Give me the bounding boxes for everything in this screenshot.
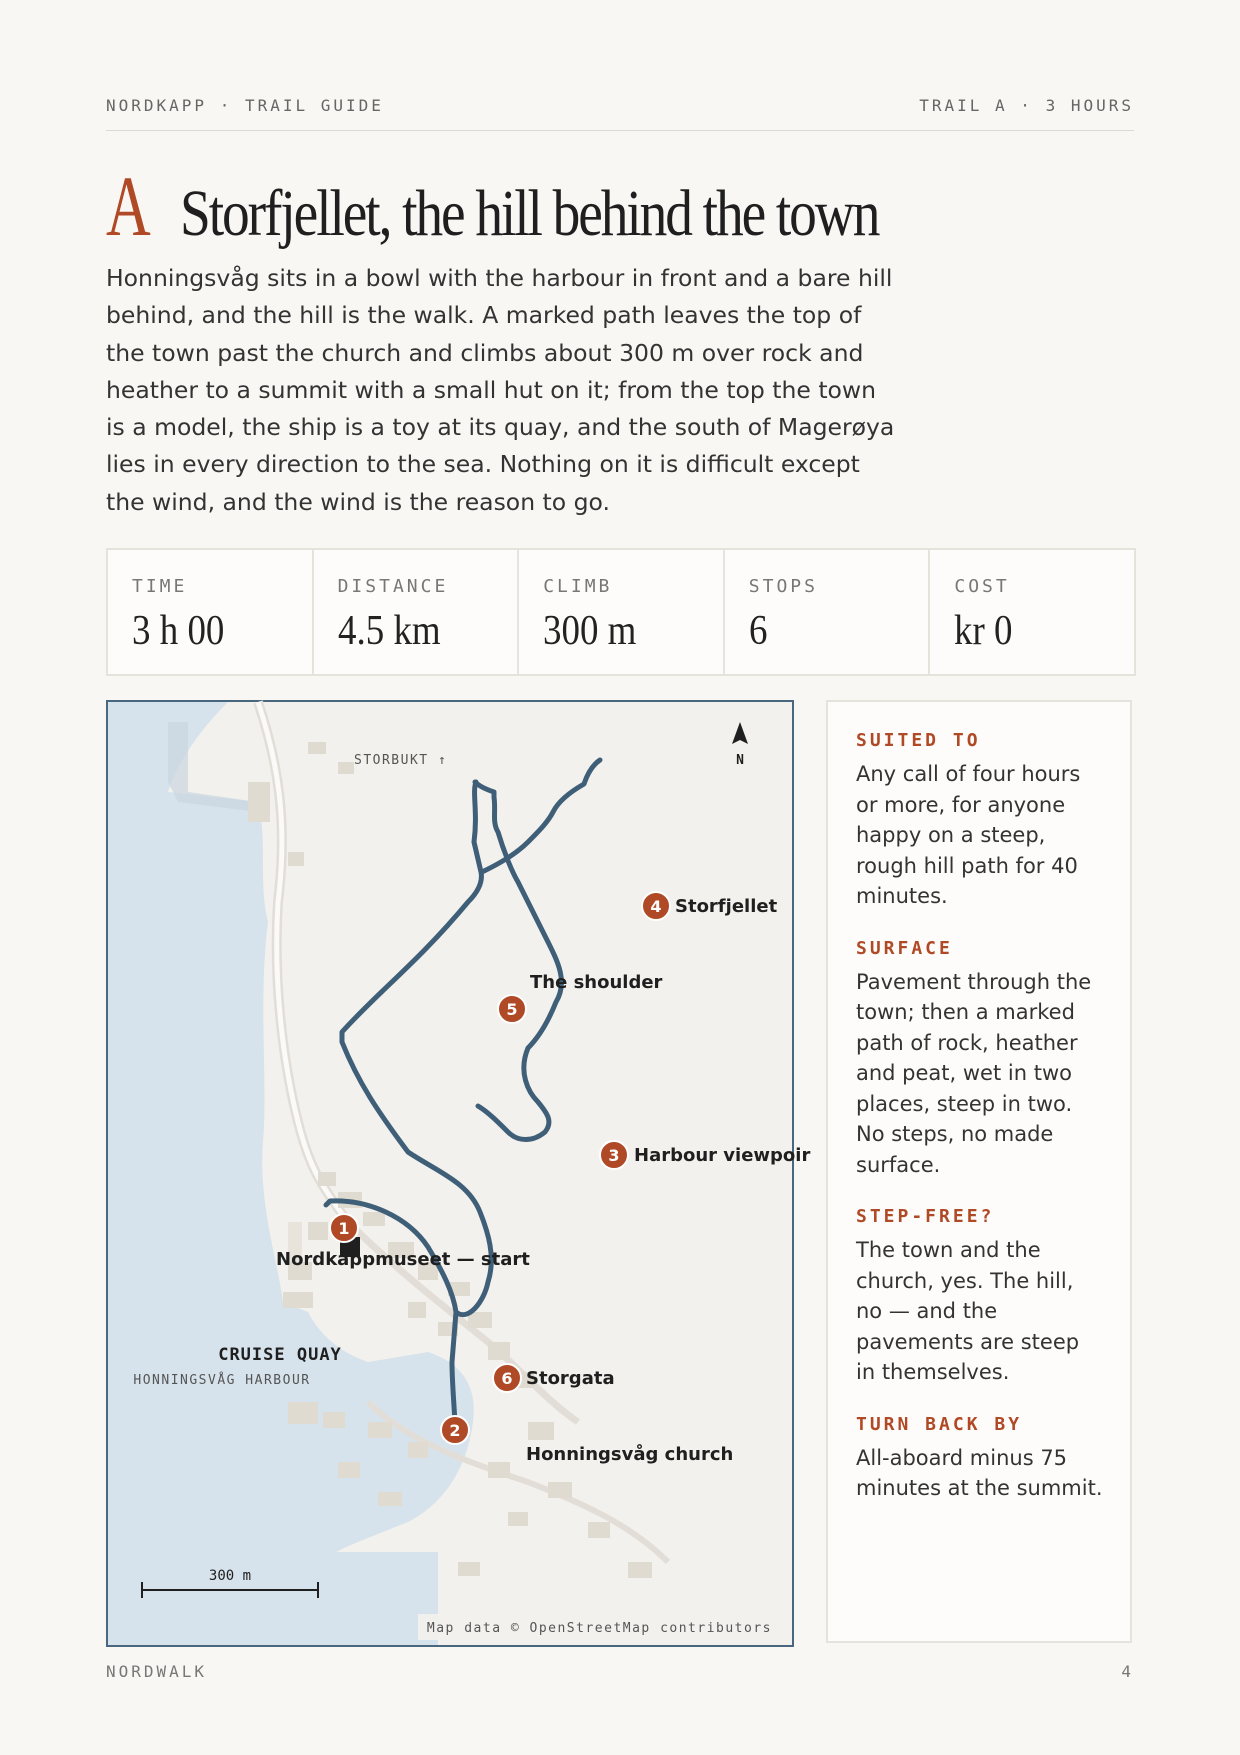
- stat-label: CLIMB: [543, 576, 613, 597]
- side-heading: STEP-FREE?: [856, 1206, 995, 1227]
- stat-label: COST: [954, 576, 1010, 597]
- stop-marker-5[interactable]: [498, 995, 526, 1023]
- intro-paragraph: Honningsvåg sits in a bowl with the harbour in front and a bare hill behind, and the hill is the walk. A marked path leaves the top of the town past the church and climbs about 300 m over rock and heather to a summit with a small hut on it; from the top the town is a model, the ship is a toy at its quay, and the south of Magerøya lies in every direction to the sea. Nothing on it is difficult except the wind, and the wind is the reason to go.: [106, 264, 895, 516]
- stat-time: [108, 550, 314, 674]
- stop-number: 3: [608, 1146, 620, 1165]
- scale-label: 300 m: [208, 1568, 252, 1584]
- stat-value: 3 h 00: [132, 608, 225, 654]
- map-canvas: [108, 702, 811, 1645]
- stop-number: 4: [650, 897, 662, 916]
- stat-value: 6: [748, 608, 768, 654]
- running-header: [106, 96, 1134, 131]
- header-right: TRAIL A · 3 HOURS: [919, 96, 1134, 115]
- stop-marker-6[interactable]: [493, 1364, 521, 1392]
- stat-label: TIME: [132, 576, 188, 597]
- harbour-label: HONNINGSVÅG HARBOUR: [133, 1373, 311, 1388]
- stop-marker-3[interactable]: [600, 1141, 628, 1169]
- north-label: N: [736, 753, 744, 768]
- side-body: Any call of four hours or more, for anyone happy on a steep, rough hill path for 40 minutes.: [856, 762, 1081, 908]
- stat-value: 300 m: [543, 608, 637, 654]
- side-heading: SUITED TO: [856, 730, 981, 751]
- stop-label-3: Harbour viewpoir: [634, 1145, 811, 1166]
- stop-number: 1: [338, 1219, 350, 1238]
- info-sidebar: [826, 700, 1132, 1643]
- stat-label: DISTANCE: [337, 576, 449, 597]
- stop-marker-4[interactable]: [642, 892, 670, 920]
- side-body: All-aboard minus 75 minutes at the summit.: [856, 1445, 1103, 1500]
- stop-label-4: Storfjellet: [675, 896, 778, 917]
- stats-table: [106, 548, 1136, 676]
- stat-label: STOPS: [748, 576, 818, 597]
- route-map[interactable]: [106, 700, 811, 1647]
- stop-number: 2: [449, 1421, 461, 1440]
- storbukt-label: STORBUKT ↑: [354, 753, 448, 768]
- stop-number: 5: [506, 1000, 518, 1019]
- trail-letter: A: [106, 158, 151, 254]
- stop-marker-2[interactable]: [441, 1416, 469, 1444]
- side-heading: SURFACE: [856, 937, 953, 959]
- footer-brand: NORDWALK: [106, 1662, 208, 1681]
- stat-value: kr 0: [954, 608, 1013, 654]
- side-body: The town and the church, yes. The hill, no — and the pavements are steep in themselves.: [856, 1238, 1080, 1384]
- header-left: NORDKAPP · TRAIL GUIDE: [106, 96, 384, 115]
- stat-value: 4.5 km: [337, 608, 441, 654]
- stop-number: 6: [501, 1369, 513, 1388]
- page-number: 4: [1121, 1662, 1134, 1681]
- trail-title: Storfjellet, the hill behind the town: [180, 177, 879, 250]
- cruise-quay-label: CRUISE QUAY: [218, 1345, 342, 1365]
- stat-stops: [725, 550, 931, 674]
- page-footer: [106, 1662, 1134, 1681]
- stop-label-6: Storgata: [526, 1368, 615, 1389]
- stat-distance: [314, 550, 520, 674]
- stop-label-2: Honningsvåg church: [526, 1444, 734, 1465]
- stat-climb: [519, 550, 725, 674]
- page-title: [106, 156, 1011, 254]
- map-attribution: Map data © OpenStreetMap contributors: [426, 1621, 772, 1636]
- stop-marker-1[interactable]: [330, 1214, 358, 1242]
- stop-label-5: The shoulder: [530, 972, 663, 993]
- side-heading: TURN BACK BY: [856, 1413, 1023, 1435]
- stat-cost: [930, 550, 1134, 674]
- stop-label-1: Nordkappmuseet — start: [276, 1249, 530, 1270]
- side-body: Pavement through the town; then a marked path of rock, heather and peat, wet in two places, steep in two. No steps, no made surface.: [856, 969, 1092, 1177]
